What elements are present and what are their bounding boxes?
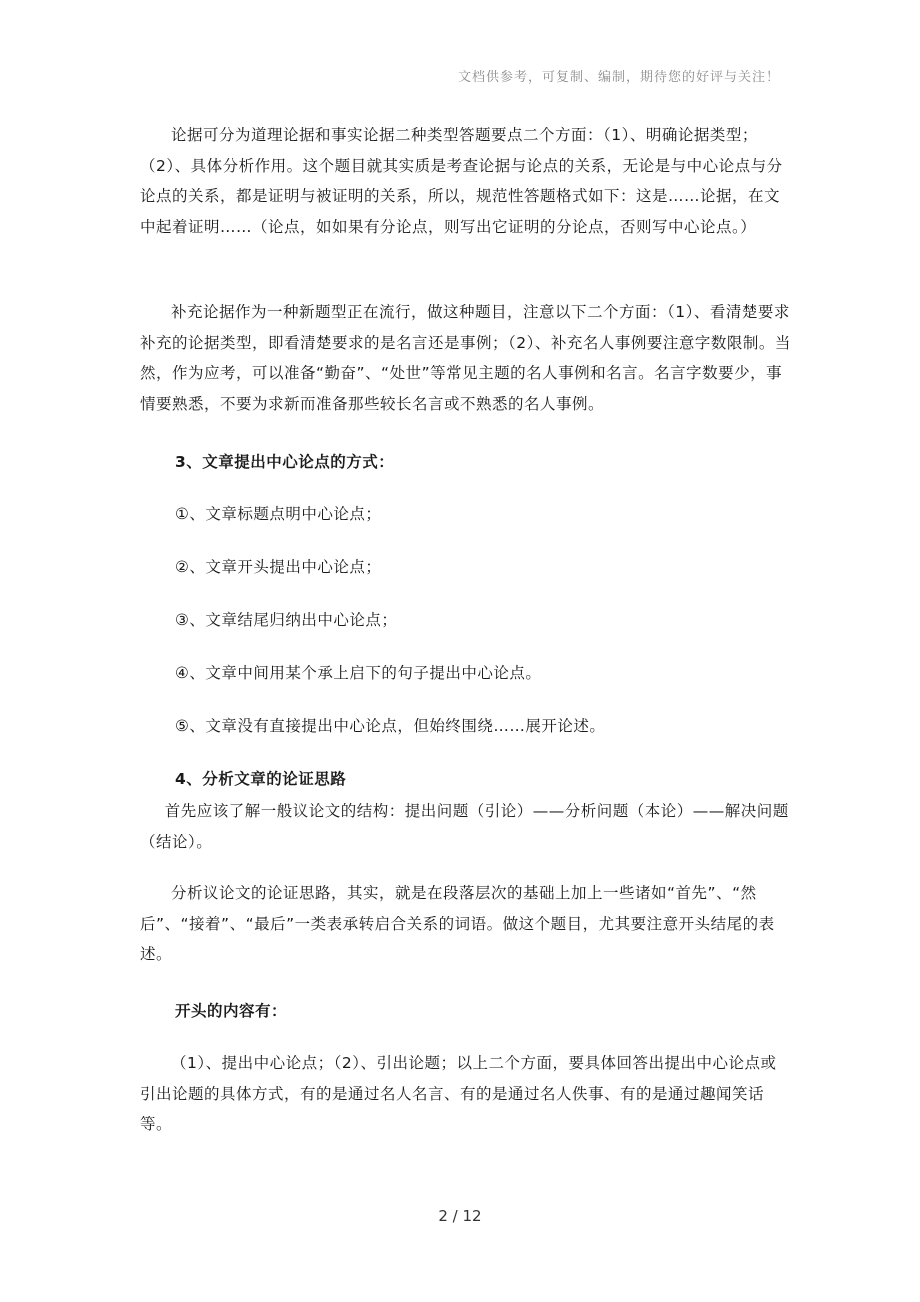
header-note: 文档供参考，可复制、编制，期待您的好评与关注！ [457,70,780,85]
list-item-2: ②、文章开头提出中心论点； [175,558,382,576]
paragraph-opening-content: （1）、提出中心论点；（2）、引出论题；以上二个方面，要具体回答出提出中心论点或引出论题的具体方式，有的是通过名人名言、有的是通过名人佚事、有的是通过趣闻笑话等。 [140,1054,777,1133]
heading-reasoning-structure: 4、分析文章的论证思路 [175,770,347,788]
heading-central-argument-methods: 3、文章提出中心论点的方式： [175,453,395,471]
paragraph-reasoning-analysis: 分析议论文的论证思路，其实，就是在段落层次的基础上加上一些诸如“首先”、“然后”、“接着”、“最后”一类表承转启合关系的词语。做这个题目，尤其要注意开头结尾的表述。 [140,884,775,963]
list-item-5: ⑤、文章没有直接提出中心论点，但始终围绕……展开论述。 [175,717,606,735]
heading-opening-content: 开头的内容有： [175,1002,288,1020]
paragraph-argument-types: 论据可分为道理论据和事实论据二种类型答题要点二个方面：（1）、明确论据类型；（2）、具体分析作用。这个题目就其实质是考查论据与论点的关系，无论是与中心论点与分论点的关系，都是证明与被证明的关系，所以，规范性答题格式如下：这是……论据，在文中起着证明……（论点，如如果有分论点，则写出它证明的分论点，否则写中心论点。） [140,126,783,236]
list-item-4: ④、文章中间用某个承上启下的句子提出中心论点。 [175,664,542,682]
page-number: 2 / 12 [438,1207,482,1225]
list-item-1: ①、文章标题点明中心论点； [175,505,382,523]
paragraph-supplementary-argument: 补充论据作为一种新题型正在流行，做这种题目，注意以下二个方面：（1）、看清楚要求补充的论据类型，即看清楚要求的是名言还是事例；（2）、补充名人事例要注意字数限制。当然，作为应考，可以准备“勤奋”、“处世”等常见主题的名人事例和名言。名言字数要少，事情要熟悉，不要为求新而准备那些较长名言或不熟悉的名人事例。 [140,303,791,413]
paragraph-essay-structure: 首先应该了解一般议论文的结构：提出问题（引论）——分析问题（本论）——解决问题（结论）。 [140,802,789,851]
list-item-3: ③、文章结尾归纳出中心论点； [175,611,398,629]
